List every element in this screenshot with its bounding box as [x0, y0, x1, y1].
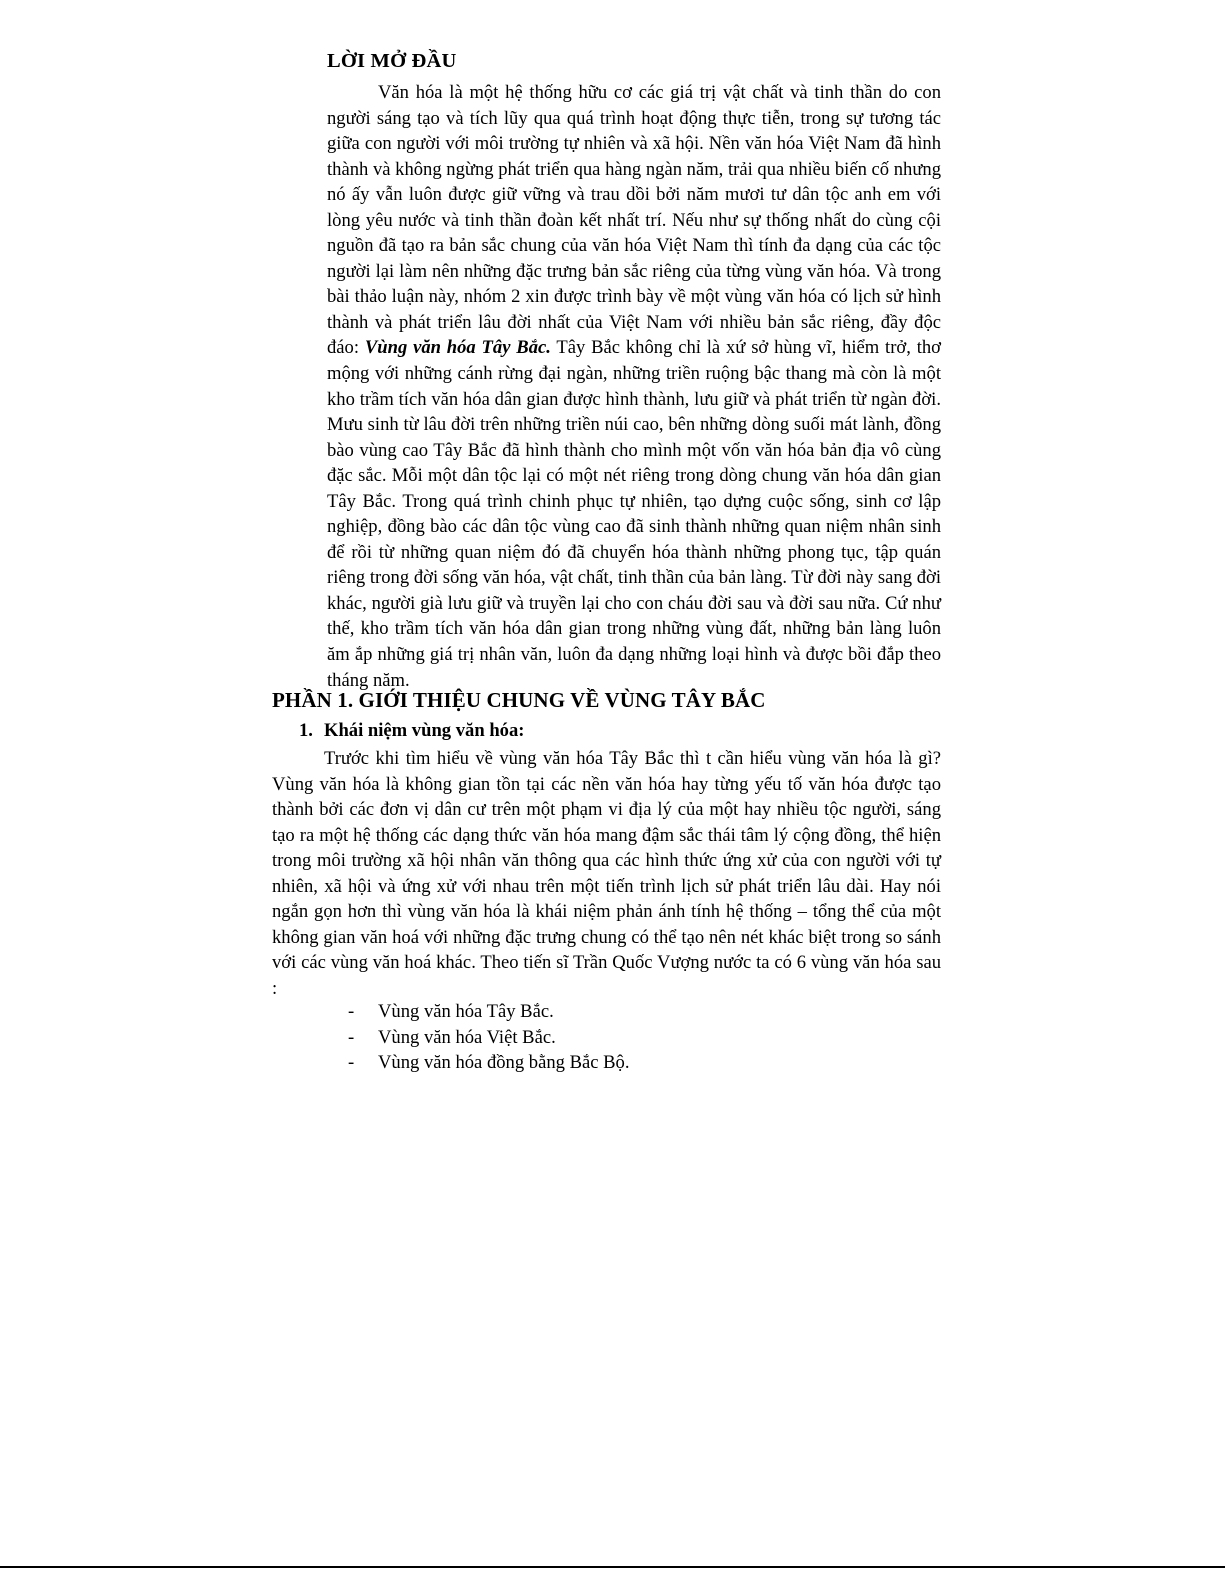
list-item-text: Vùng văn hóa Tây Bắc. — [378, 1001, 554, 1022]
intro-text-before: Văn hóa là một hệ thống hữu cơ các giá trị vật chất và tinh thần do con người sáng tạo và tích lũy qua quá trình hoạt động thực tiễn, trong sự tương tác giữa con người với môi trường tự nhiên và xã hội. Nền văn hóa Việt Nam đã hình thành và không ngừng phát triển qua hàng ngàn năm, trải qua nhiều biến cố nhưng nó ấy vẫn luôn được giữ vững và trau dồi bởi năm mươi tư dân tộc anh em với lòng yêu nước và tinh thần đoàn kết nhất trí. Nếu như sự thống nhất do cùng cội nguồn đã tạo ra bản sắc chung của văn hóa Việt Nam thì tính đa dạng của các tộc người lại làm nên những đặc trưng bản sắc riêng của từng vùng văn hóa. Và trong bài thảo luận này, nhóm 2 xin được trình bày về một vùng văn hóa có lịch sử hình thành và phát triển lâu đời nhất của Việt Nam với nhiều bản sắc riêng, đầy độc đáo: — [327, 82, 941, 359]
intro-paragraph — [327, 80, 941, 693]
part1-heading: PHẦN 1. GIỚI THIỆU CHUNG VỀ VÙNG TÂY BẮC — [272, 688, 766, 712]
list-marker: - — [348, 1052, 355, 1074]
list-item-text: Vùng văn hóa Việt Bắc. — [378, 1026, 556, 1048]
intro-text-after: Tây Bắc không chỉ là xứ sở hùng vĩ, hiểm trở, thơ mộng với những cánh rừng đại ngàn, những triền ruộng bậc thang mà còn là một kho trầm tích văn hóa dân gian được hình thành, lưu giữ và phát triển từ ngàn đời. Mưu sinh từ lâu đời trên những triền núi cao, bên những dòng suối mát lành, đồng bào vùng cao Tây Bắc đã hình thành cho mình một vốn văn hóa bản địa vô cùng đặc sắc. Mỗi một dân tộc lại có một nét riêng trong dòng chung văn hóa dân gian Tây Bắc. Trong quá trình chinh phục tự nhiên, tạo dựng cuộc sống, sinh cơ lập nghiệp, đồng bào các dân tộc vùng cao đã sinh thành những quan niệm nhân sinh để rồi từ những quan niệm đó đã chuyển hóa thành những phong tục, tập quán riêng trong đời sống văn hóa, vật chất, tinh thần của bản làng. Từ đời này sang đời khác, người già lưu giữ và truyền lại cho con cháu đời sau và đời sau nữa. Cứ như thế, kho trầm tích văn hóa dân gian trong những vùng đất, những bản làng luôn ăm ắp những giá trị nhân văn, luôn đa dạng những loại hình và được bồi đắp theo tháng năm. — [327, 337, 942, 691]
page-bottom-rule — [0, 1566, 1225, 1568]
list-marker: - — [348, 1026, 355, 1048]
list-item-text: Vùng văn hóa đồng bằng Bắc Bộ. — [378, 1052, 630, 1074]
section-title: Khái niệm vùng văn hóa: — [324, 720, 525, 741]
list-item — [348, 1025, 630, 1051]
list-item — [348, 1050, 630, 1076]
list-item — [348, 999, 630, 1025]
section-heading — [299, 720, 524, 742]
list-marker: - — [348, 1001, 355, 1022]
intro-title: LỜI MỞ ĐẦU — [327, 50, 457, 72]
section-number: 1. — [299, 720, 313, 741]
section-paragraph: Trước khi tìm hiểu về vùng văn hóa Tây Bắc thì t cần hiểu vùng văn hóa là gì? Vùng văn hóa là không gian tồn tại các nền văn hóa hay từng yếu tố văn hóa được tạo thành bởi các đơn vị dân cư trên một phạm vi địa lý của một hay nhiều tộc người, sáng tạo ra một hệ thống các dạng thức văn hóa mang đậm sắc thái tâm lý cộng đồng, thể hiện trong môi trường xã hội nhân văn thông qua các hình thức ứng xử của con người với tự nhiên, xã hội và ứng xử với nhau trên một tiến trình lịch sử phát triển lâu dài. Hay nói ngắn gọn hơn thì vùng văn hóa là khái niệm phản ánh tính hệ thống – tổng thể của một không gian văn hoá với những đặc trưng chung có thể tạo nên nét khác biệt trong so sánh với các vùng văn hoá khác. Theo tiến sĩ Trần Quốc Vượng nước ta có 6 vùng văn hóa sau : — [272, 748, 941, 999]
intro-emphasis: Vùng văn hóa Tây Bắc. — [364, 337, 551, 359]
region-list — [348, 999, 630, 1076]
